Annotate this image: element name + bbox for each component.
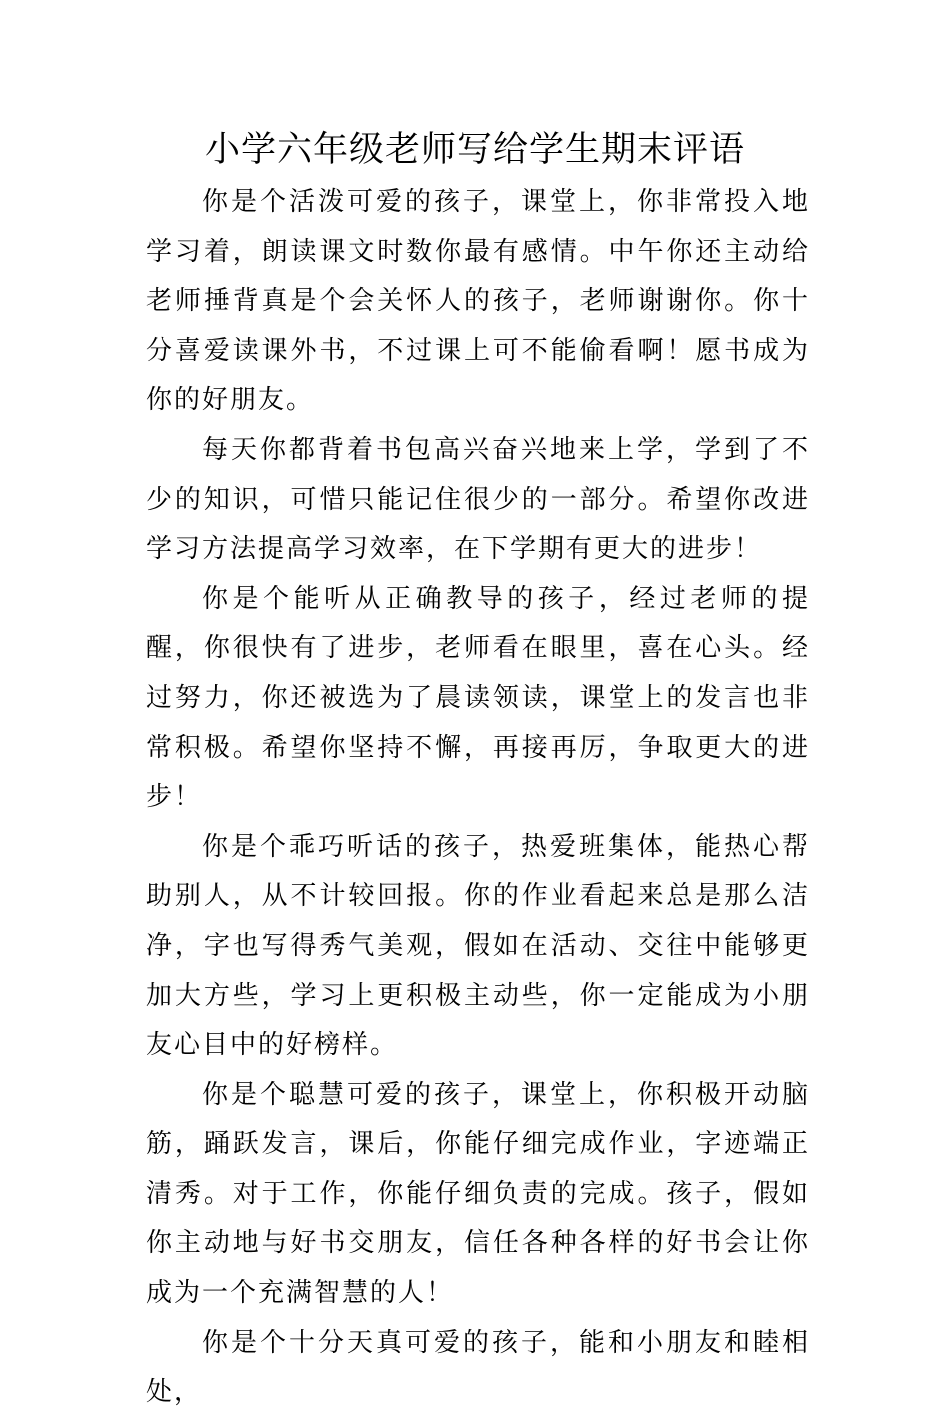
document-body bbox=[146, 178, 810, 1418]
paragraph-5: 你是个聪慧可爱的孩子，课堂上，你积极开动脑筋，踊跃发言，课后，你能仔细完成作业，字迹端正清秀。对于工作，你能仔细负责的完成。孩子，假如你主动地与好书交朋友，信任各种各样的好书会让你成为一个充满智慧的人！ bbox=[146, 1079, 810, 1309]
document-title: 小学六年级老师写给学生期末评语 bbox=[204, 130, 745, 170]
paragraph-3: 你是个能听从正确教导的孩子，经过老师的提醒，你很快有了进步，老师看在眼里，喜在心头。经过努力，你还被选为了晨读领读，课堂上的发言也非常积极。希望你坚持不懈，再接再厉，争取更大的进步！ bbox=[146, 583, 810, 813]
paragraph-1: 你是个活泼可爱的孩子，课堂上，你非常投入地学习着，朗读课文时数你最有感情。中午你还主动给老师捶背真是个会关怀人的孩子，老师谢谢你。你十分喜爱读课外书，不过课上可不能偷看啊！愿书成为你的好朋友。 bbox=[146, 187, 810, 416]
paragraph-4: 你是个乖巧听话的孩子，热爱班集体，能热心帮助别人，从不计较回报。你的作业看起来总是那么洁净，字也写得秀气美观，假如在活动、交往中能够更加大方些，学习上更积极主动些，你一定能成为小朋友心目中的好榜样。 bbox=[146, 831, 810, 1061]
paragraph-2: 每天你都背着书包高兴奋兴地来上学，学到了不少的知识，可惜只能记住很少的一部分。希望你改进学习方法提高学习效率，在下学期有更大的进步！ bbox=[146, 434, 810, 565]
paragraph-6: 你是个十分天真可爱的孩子，能和小朋友和睦相处， bbox=[146, 1327, 810, 1408]
